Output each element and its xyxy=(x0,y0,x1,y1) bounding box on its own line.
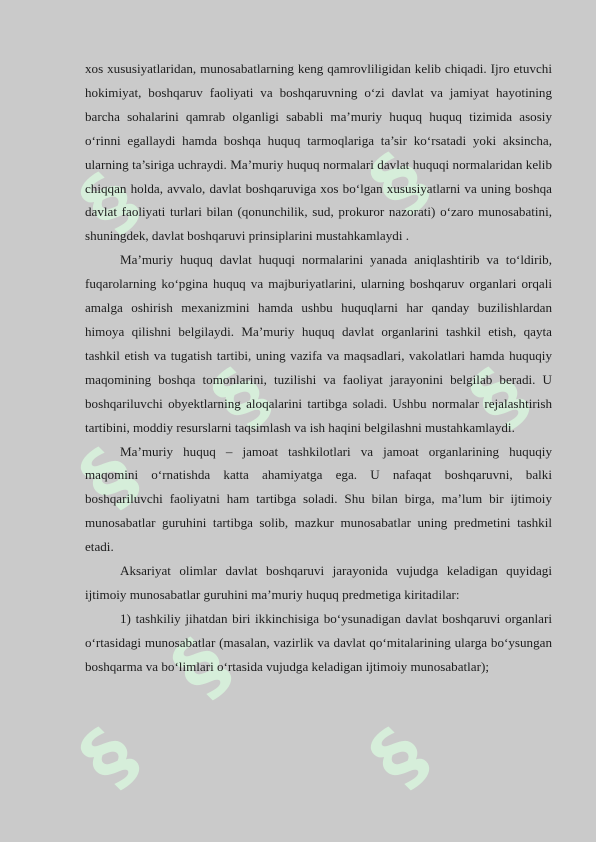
paragraph-continuation: xos xususiyatlaridan, munosabatlarning keng qamrovliligidan kelib chiqadi. Ijro etuvchi hokimiyat, boshqaruv faoliyati va boshqaruvning o‘zi davlat va jamiyat hayotining barcha sohalarini qamrab olganligi sababli ma’muriy huquq huquq tizimida asosiy o‘rinni egallaydi hamda boshqa huquq tarmoqlariga ta’sir ko‘rsatadi yoki aksincha, ularning ta’siriga uchraydi. Ma’muriy huquq normalari davlat huquqi normalaridan kelib chiqqan holda, avvalo, davlat boshqaruviga xos bo‘lgan xususiyatlarni va uning boshqa davlat faoliyati turlari bilan (qonunchilik, sud, prokuror nazorati) o‘zaro munosabatini, shuningdek, davlat boshqaruvi prinsiplarini mustahkamlaydi . xyxy=(85,61,552,244)
paragraph: Ma’muriy huquq davlat huquqi normalarini yanada aniqlashtirib va to‘ldirib, fuqarolarning ko‘pgina huquq va majburiyatlarini, ularning boshqaruv organlari orqali amalga oshirish mexanizmini hamda ushbu huquqlarni har qanday buzilishlardan himoya qilishni belgilaydi. Ma’muriy huquq davlat organlarini tashkil etish, qayta tashkil etish va tugatish tartibi, uning vazifa va maqsadlari, vakolatlari hamda huquqiy maqomining boshqa tomonlarini, tuzilishi va faoliyat jarayonini belgilab beradi. U boshqariluvchi obyektlarning aloqalarini tartibga soladi. Ushbu normalar rejalashtirish tartibini, moddiy resurslarni taqsimlash va ish haqini belgilashni mustahkamlaydi. xyxy=(85,252,552,435)
watermark-section-sign: § xyxy=(353,137,445,229)
paragraph: Aksariyat olimlar davlat boshqaruvi jarayonida vujudga keladigan quyidagi ijtimoiy munosabatlar guruhini ma’muriy huquq predmetiga kiritadilar: xyxy=(85,563,552,602)
watermark-section-sign: § xyxy=(63,712,155,804)
watermark-section-sign: § xyxy=(453,352,545,444)
watermark-section-sign: § xyxy=(195,352,287,444)
watermark-section-sign: § xyxy=(63,432,155,524)
watermark-section-sign: § xyxy=(155,622,247,714)
document-body xyxy=(85,57,552,679)
list-item-paragraph: 1) tashkiliy jihatdan biri ikkinchisiga bo‘ysunadigan davlat boshqaruvi organlari o‘rtasidagi munosabatlar (masalan, vazirlik va davlat qo‘mitalarining ularga bo‘ysungan boshqarma va bo‘limlari o‘rtasida vujudga keladigan ijtimoiy munosabatlar); xyxy=(85,610,552,674)
paragraph: Ma’muriy huquq – jamoat tashkilotlari va jamoat organlarining huquqiy maqomini o‘rnatishda katta ahamiyatga ega. U nafaqat boshqaruvni, balki boshqariluvchi faoliyatni ham tartibga soladi. Shu bilan birga, ma’lum bir ijtimoiy munosabatlar guruhini tartibga solib, mazkur munosabatlar uning predmetini tashkil etadi. xyxy=(85,443,552,555)
watermark-section-sign: § xyxy=(353,712,445,804)
watermark-section-sign: § xyxy=(63,157,155,249)
